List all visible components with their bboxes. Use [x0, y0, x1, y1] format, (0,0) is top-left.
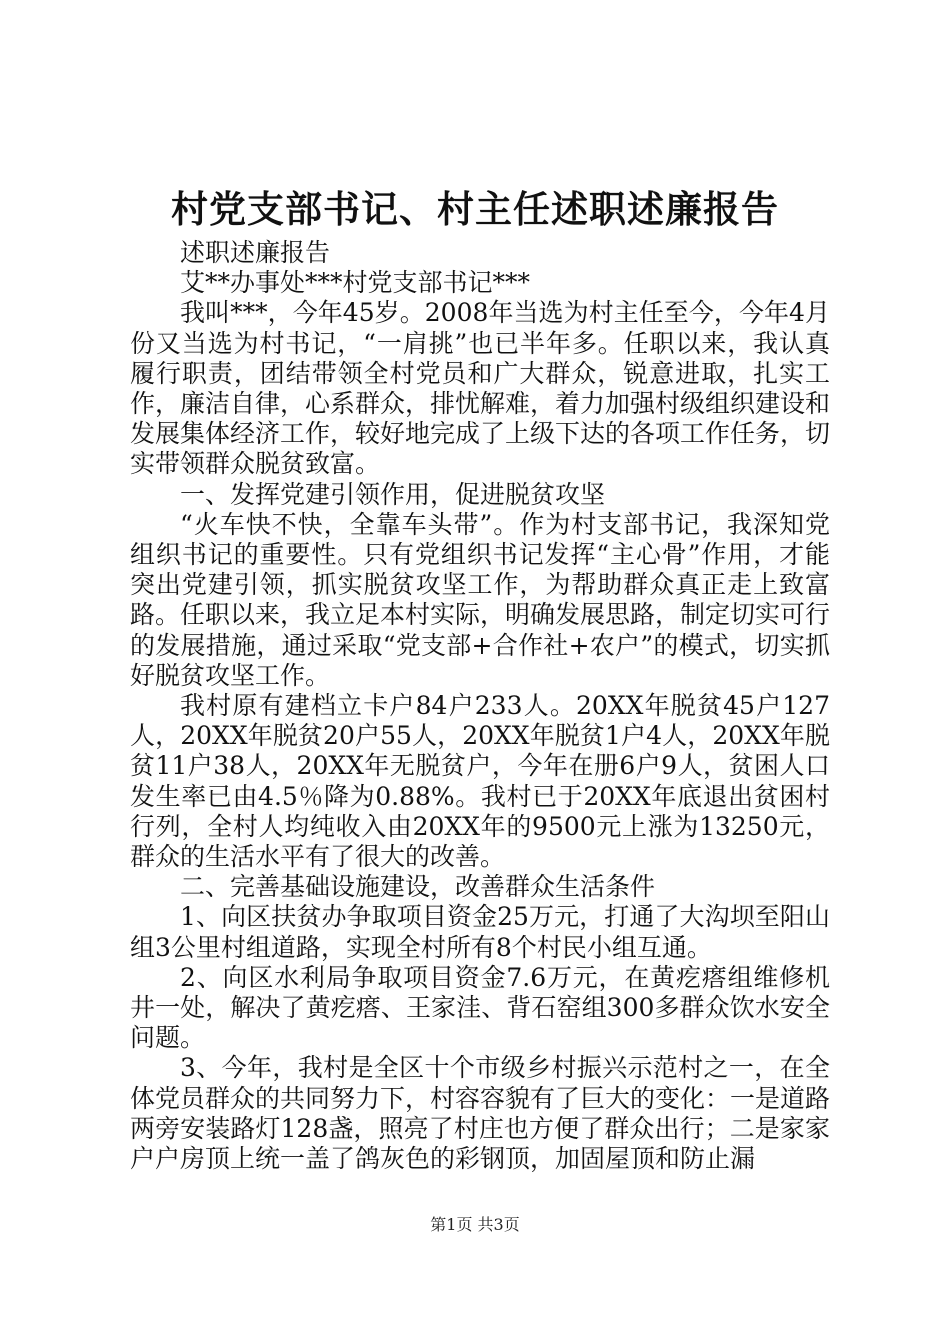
paragraph: 1、向区扶贫办争取项目资金25万元，打通了大沟坝至阳山组3公里村组道路，实现全村所有8个村民小组互通。: [130, 902, 830, 962]
paragraph: 2、向区水利局争取项目资金7.6万元，在黄疙瘩组维修机井一处，解决了黄疙瘩、王家洼、背石窑组300多群众饮水安全问题。: [130, 962, 830, 1053]
paragraph: 述职述廉报告: [180, 238, 331, 267]
page-number-footer: 第1页 共3页: [430, 1215, 520, 1234]
paragraph: “火车快不快，全靠车头带”。作为村支部书记，我深知党组织书记的重要性。只有党组织书记发挥“主心骨”作用，才能突出党建引领，抓实脱贫攻坚工作，为帮助群众真正走上致富路。任职以来，我立足本村实际，明确发展思路，制定切实可行的发展措施，通过采取“党支部+合作社+农户”的模式，切实抓好脱贫攻坚工作。: [130, 509, 831, 690]
paragraph: 3、今年，我村是全区十个市级乡村振兴示范村之一，在全体党员群众的共同努力下，村容容貌有了巨大的变化：一是道路两旁安装路灯128盏，照亮了村庄也方便了群众出行；二是家家户户房顶上统一盖了鸽灰色的彩钢顶，加固屋顶和防止漏: [130, 1053, 831, 1174]
page-title: 村党支部书记、村主任述职述廉报告: [171, 187, 779, 231]
section-heading: 二、完善基础设施建设，改善群众生活条件: [180, 872, 656, 902]
document-body: [130, 238, 830, 1174]
paragraph: 我村原有建档立卡户84户233人。20XX年脱贫45户127人，20XX年脱贫20户55人，20XX年脱贫1户4人，20XX年脱贫11户38人，20XX年无脱贫户，今年在册6户9人，贫困人口发生率已由4.5％降为0.88%。我村已于20XX年底退出贫困村行列，全村人均纯收入由20XX年的9500元上涨为13250元，群众的生活水平有了很大的改善。: [130, 691, 830, 872]
paragraph: 我叫***，今年45岁。2008年当选为村主任至今，今年4月份又当选为村书记，“一肩挑”也已半年多。任职以来，我认真履行职责，团结带领全村党员和广大群众，锐意进取，扎实工作，廉洁自律，心系群众，排忧解难，着力加强村级组织建设和发展集体经济工作，较好地完成了上级下达的各项工作任务，切实带领群众脱贫致富。: [130, 298, 831, 479]
paragraph: 艾**办事处***村党支部书记***: [180, 268, 531, 298]
section-heading: 一、发挥党建引领作用，促进脱贫攻坚: [180, 479, 606, 509]
